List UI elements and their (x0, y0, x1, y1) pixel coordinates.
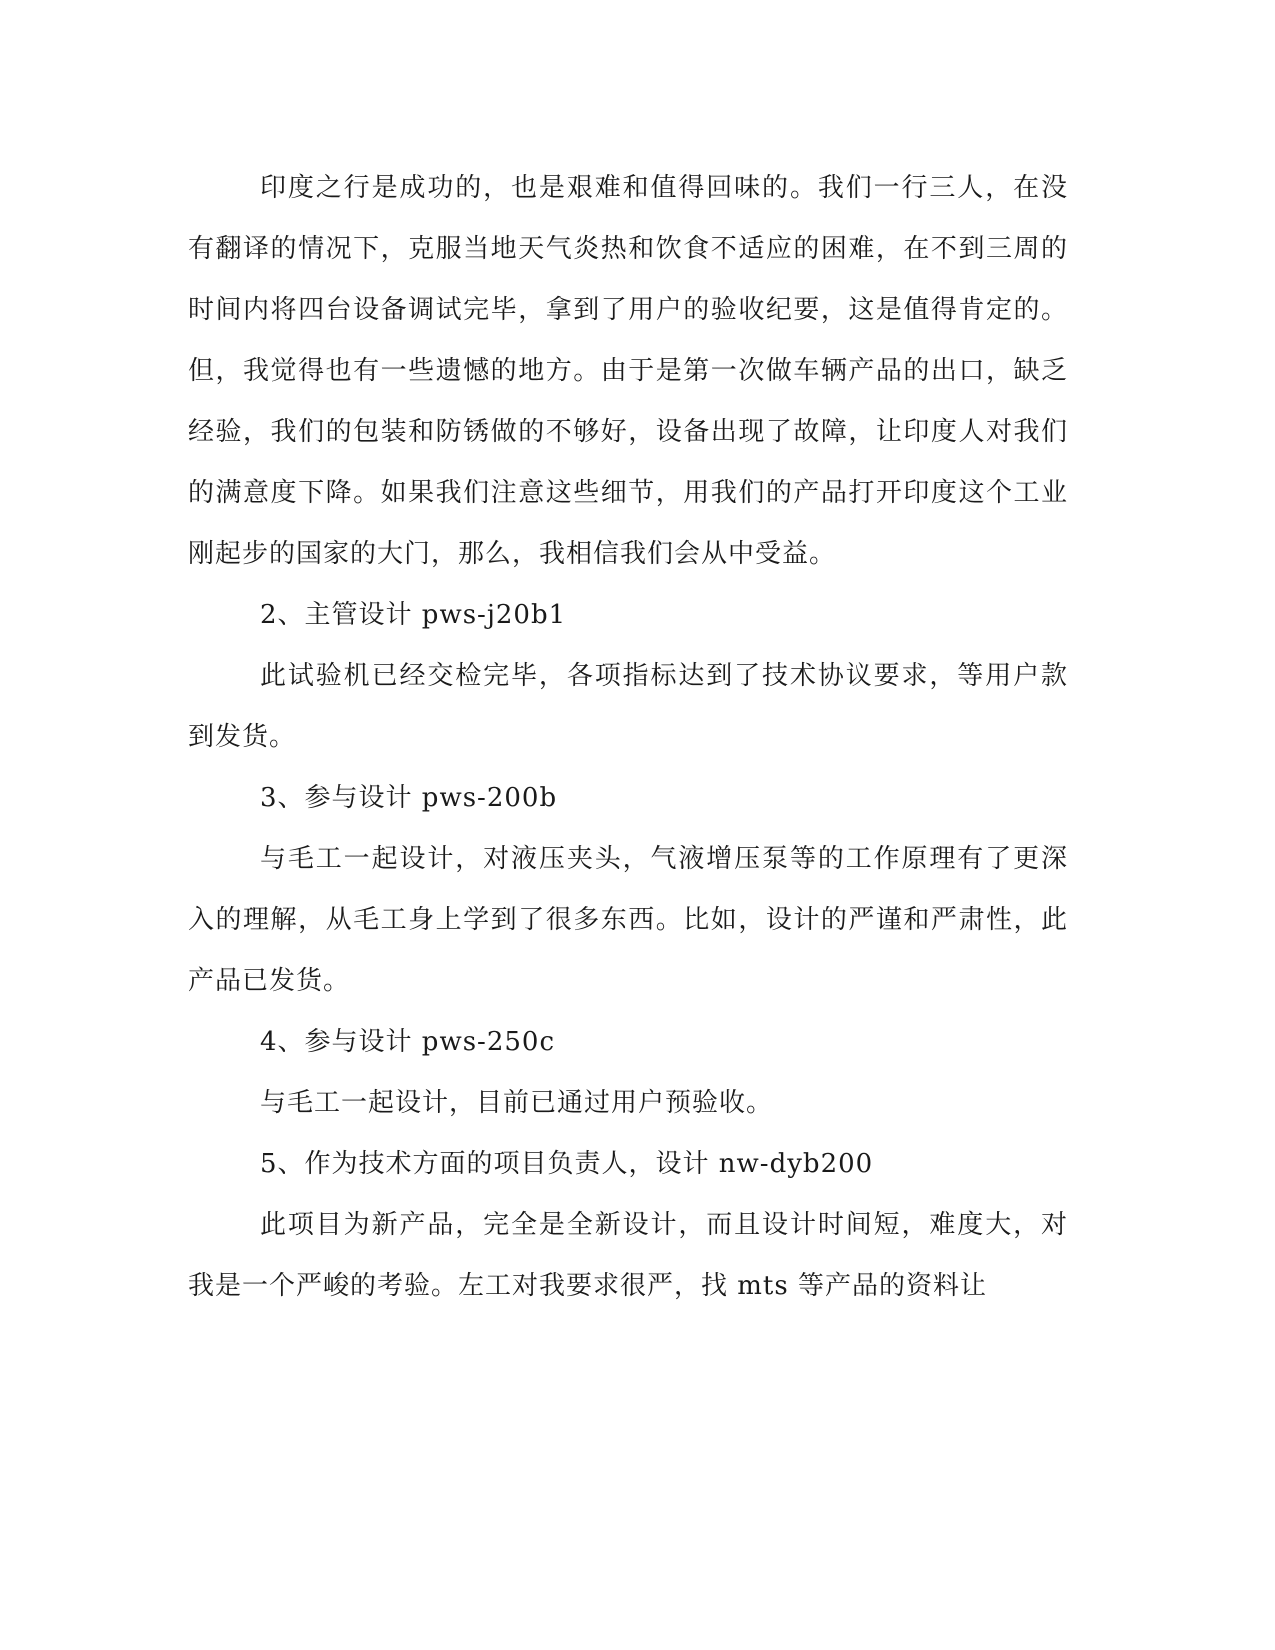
paragraph-india-trip: 印度之行是成功的，也是艰难和值得回味的。我们一行三人，在没有翻译的情况下，克服当地天气炎热和饮食不适应的困难，在不到三周的时间内将四台设备调试完毕，拿到了用户的验收纪要，这是值得肯定的。但，我觉得也有一些遗憾的地方。由于是第一次做车辆产品的出口，缺乏经验，我们的包装和防锈做的不够好，设备出现了故障，让印度人对我们的满意度下降。如果我们注意这些细节，用我们的产品打开印度这个工业刚起步的国家的大门，那么，我相信我们会从中受益。 (188, 173, 1068, 569)
paragraph-item-5: 此项目为新产品，完全是全新设计，而且设计时间短，难度大，对我是一个严峻的考验。左工对我要求很严，找 mts 等产品的资料让 (188, 1210, 1068, 1301)
item-heading-4: 4、参与设计 pws-250c (260, 1027, 556, 1057)
item-heading-3: 3、参与设计 pws-200b (260, 783, 558, 813)
paragraph-item-2: 此试验机已经交检完毕，各项指标达到了技术协议要求，等用户款到发货。 (188, 661, 1068, 752)
item-heading-2: 2、主管设计 pws-j20b1 (260, 600, 567, 630)
paragraph-item-4: 与毛工一起设计，目前已通过用户预验收。 (260, 1088, 774, 1118)
paragraph-item-3: 与毛工一起设计，对液压夹头，气液增压泵等的工作原理有了更深入的理解，从毛工身上学到了很多东西。比如，设计的严谨和严肃性，此产品已发货。 (188, 844, 1068, 996)
document-body (188, 158, 1068, 1317)
item-heading-5: 5、作为技术方面的项目负责人，设计 nw-dyb200 (260, 1149, 874, 1179)
